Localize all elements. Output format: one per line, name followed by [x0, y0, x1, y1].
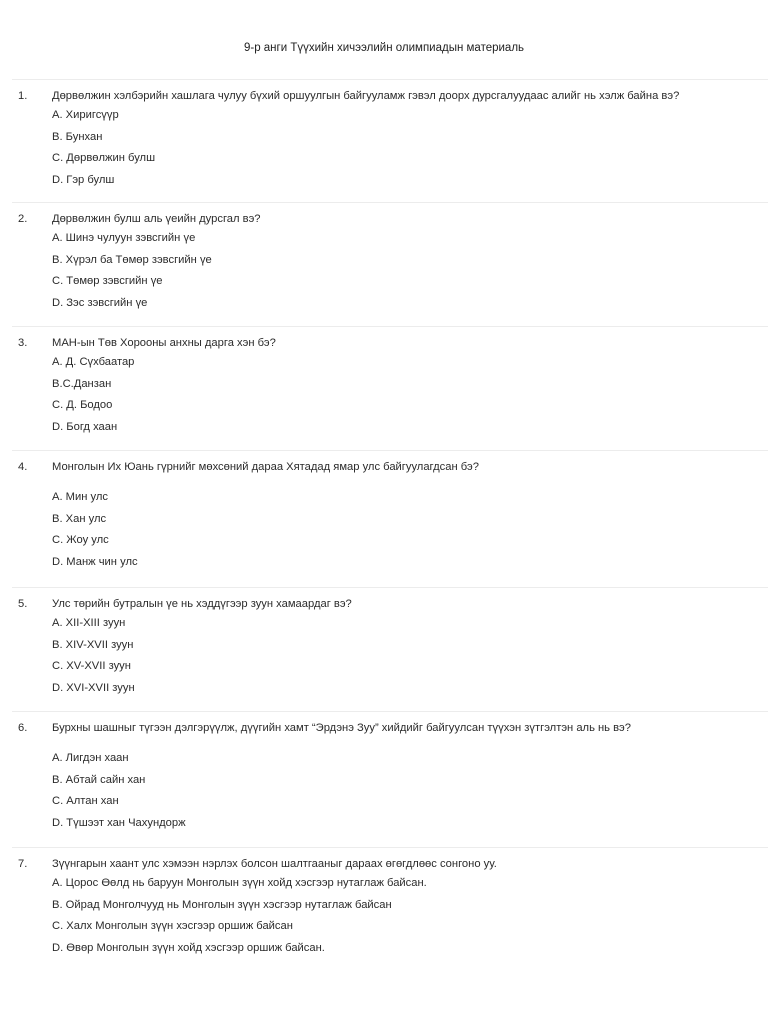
option-b: B. Хан улс	[52, 512, 107, 525]
question-7	[12, 847, 768, 959]
option-d: D. XVI-XVII зуун	[52, 682, 135, 695]
question-header	[12, 721, 768, 735]
options-list	[52, 350, 768, 438]
option-a: A. Хиригсүүр	[52, 108, 119, 121]
question-3	[12, 326, 768, 438]
option-b: B. Бунхан	[52, 130, 103, 143]
question-text: МАН-ын Төв Хорооны анхны дарга хэн бэ?	[52, 337, 276, 349]
question-header	[12, 597, 768, 611]
option-c: C. XV-XVII зуун	[52, 660, 131, 673]
option-d: D. Түшээт хан Чахундорж	[52, 817, 186, 830]
option-d: D. Гэр булш	[52, 174, 115, 187]
question-number: 6.	[18, 722, 28, 734]
options-list	[52, 474, 768, 573]
question-6	[12, 711, 768, 834]
option-b: B. Ойрад Монголчууд нь Монголын зүүн хэсгээр нутаглаж байсан	[52, 898, 392, 911]
option-b: B. Хүрэл ба Төмөр зэвсгийн үе	[52, 253, 212, 266]
options-list	[52, 735, 768, 834]
option-c: C. Халх Монголын зүүн хэсгээр оршиж байсан	[52, 920, 293, 933]
option-a: A. Д. Сүхбаатар	[52, 355, 135, 368]
question-header	[12, 212, 768, 226]
question-header	[12, 857, 768, 871]
option-a: A. Лигдэн хаан	[52, 751, 129, 764]
option-c: C. Төмөр зэвсгийн үе	[52, 275, 163, 288]
options-list	[52, 871, 768, 959]
option-b: B. XIV-XVII зуун	[52, 638, 134, 651]
question-text: Дөрвөлжин хэлбэрийн хашлага чулуу бүхий оршуулгын байгууламж гэвэл доорх дурсгалуудаас алийг нь хэлж байна вэ?	[52, 90, 680, 102]
question-text: Зүүнгарын хаант улс хэмээн нэрлэх болсон шалтгааныг дараах өгөгдлөөс сонгоно уу.	[52, 858, 497, 870]
question-number: 1.	[18, 90, 28, 102]
page-title: 9-р анги Түүхийн хичээлийн олимпиадын материаль	[243, 42, 525, 54]
question-2	[12, 202, 768, 314]
options-list	[52, 103, 768, 191]
question-4	[12, 450, 768, 573]
question-number: 4.	[18, 461, 28, 473]
option-b: B.С.Данзан	[52, 377, 112, 390]
option-c: C. Алтан хан	[52, 795, 119, 808]
question-header	[12, 460, 768, 474]
option-d: D. Зэс зэвсгийн үе	[52, 297, 148, 310]
question-number: 3.	[18, 337, 28, 349]
option-a: A. Мин улс	[52, 490, 109, 503]
option-d: D. Манж чин улс	[52, 556, 138, 569]
question-5	[12, 587, 768, 699]
option-d: D. Өвөр Монголын зүүн хойд хэсгээр оршиж байсан.	[52, 942, 325, 955]
question-number: 7.	[18, 858, 28, 870]
options-list	[52, 226, 768, 314]
question-text: Улс төрийн бутралын үе нь хэддүгээр зуун хамаардаг вэ?	[52, 598, 352, 610]
option-a: A. Шинэ чулуун зэвсгийн үе	[52, 231, 196, 244]
option-c: C. Жоу улс	[52, 534, 109, 547]
question-header	[12, 336, 768, 350]
question-number: 5.	[18, 598, 28, 610]
option-c: C. Д. Бодоо	[52, 399, 113, 412]
question-text: Дөрвөлжин булш аль үеийн дурсгал вэ?	[52, 213, 261, 225]
question-header	[12, 89, 768, 103]
option-a: A. XII-XIII зуун	[52, 616, 126, 629]
question-1	[12, 79, 768, 191]
option-d: D. Богд хаан	[52, 421, 118, 434]
option-c: C. Дөрвөлжин булш	[52, 152, 156, 165]
question-text: Бурхны шашныг түгээн дэлгэрүүлж, дүүгийн хамт “Эрдэнэ Зуу” хийдийг байгуулсан түүхэн зүтгэлтэн аль нь вэ?	[52, 722, 631, 734]
question-number: 2.	[18, 213, 28, 225]
option-b: B. Абтай сайн хан	[52, 773, 146, 786]
question-text: Монголын Их Юань гүрнийг мөхсөний дараа Хятадад ямар улс байгуулагдсан бэ?	[52, 461, 479, 473]
option-a: A. Цорос Өөлд нь баруун Монголын зүүн хойд хэсгээр нутаглаж байсан.	[52, 876, 427, 889]
options-list	[52, 611, 768, 699]
